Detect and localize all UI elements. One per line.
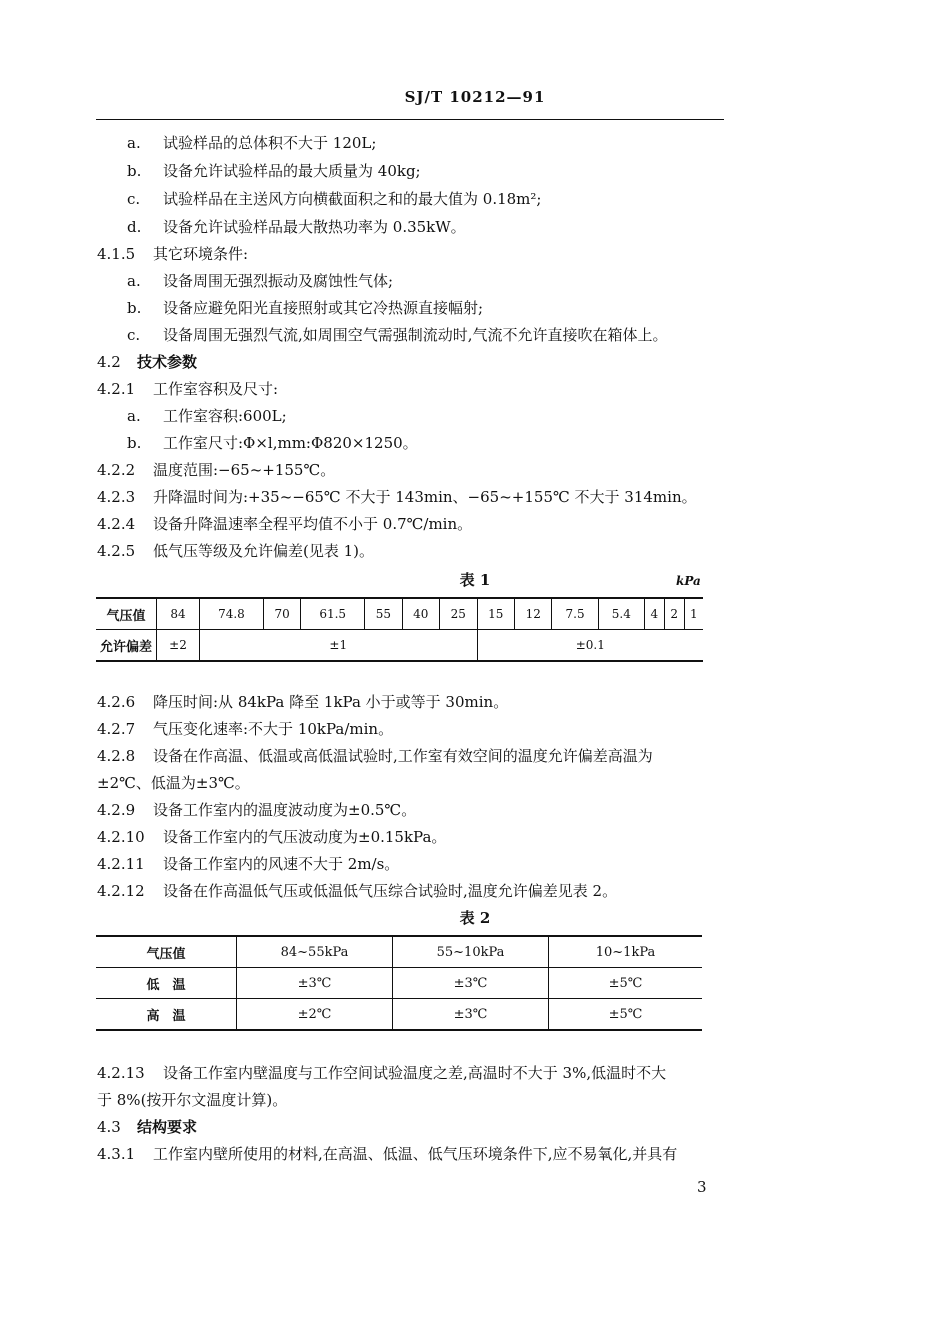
list-text: 工作室尺寸:Φ×l,mm:Φ820×1250。 (163, 434, 418, 452)
list-item (127, 217, 466, 237)
table-cell: ±3℃ (393, 999, 549, 1031)
header-rule (96, 119, 724, 120)
section-number: 4.2.9 (97, 801, 136, 819)
section-text: 低气压等级及允许偏差(见表 1)。 (153, 542, 375, 560)
list-label: b. (127, 162, 142, 180)
list-item (127, 161, 421, 181)
section-text: 设备升降温速率全程平均值不小于 0.7℃/min。 (153, 515, 473, 533)
list-text: 工作室容积:600L; (163, 407, 287, 425)
section-4-2-1 (97, 379, 278, 399)
table-header-cell: 84~55kPa (237, 936, 393, 968)
table-cell: ±2 (157, 630, 200, 662)
list-text: 设备允许试验样品最大散热功率为 0.35kW。 (163, 218, 466, 236)
list-label: c. (127, 326, 141, 344)
page-number: 3 (697, 1178, 707, 1196)
section-4-2-2 (97, 460, 335, 480)
section-number: 4.2.1 (97, 380, 136, 398)
table-cell: 2 (664, 598, 684, 630)
table-2-caption: 表 2 (459, 909, 491, 927)
section-text: 工作室内壁所使用的材料,在高温、低温、低气压环境条件下,应不易氧化,并具有 (153, 1145, 678, 1163)
list-text: 设备应避免阳光直接照射或其它冷热源直接幅射; (163, 299, 484, 317)
table-cell: 55 (365, 598, 402, 630)
section-4-2 (97, 352, 197, 372)
list-label: d. (127, 218, 142, 236)
section-text: 其它环境条件: (153, 245, 249, 263)
list-text: 设备周围无强烈振动及腐蚀性气体; (163, 272, 394, 290)
section-number: 4.3 (97, 1118, 121, 1136)
list-label: a. (127, 134, 141, 152)
list-label: b. (127, 434, 142, 452)
section-4-3 (97, 1117, 197, 1137)
row-label: 气压值 (96, 598, 157, 630)
list-item (127, 325, 668, 345)
section-text: 降压时间:从 84kPa 降至 1kPa 小于或等于 30min。 (153, 693, 509, 711)
section-4-2-8-continued: ±2℃、低温为±3℃。 (97, 774, 250, 792)
list-item (127, 271, 393, 291)
section-4-2-7 (97, 719, 393, 739)
section-text: 设备在作高温、低温或高低温试验时,工作室有效空间的温度允许偏差高温为 (153, 747, 653, 765)
section-4-3-1 (97, 1144, 677, 1164)
table-cell: 84 (157, 598, 200, 630)
section-text: 气压变化速率:不大于 10kPa/min。 (153, 720, 394, 738)
section-4-2-13 (97, 1063, 666, 1083)
table-cell: 1 (684, 598, 703, 630)
section-number: 4.2.10 (97, 828, 145, 846)
section-4-2-8 (97, 746, 653, 766)
table-cell: 70 (263, 598, 300, 630)
table-row (96, 968, 702, 999)
section-heading: 结构要求 (137, 1118, 198, 1136)
table-cell: 12 (514, 598, 551, 630)
section-4-2-12 (97, 881, 617, 901)
table-cell: ±0.1 (477, 630, 703, 662)
table-cell: 61.5 (301, 598, 365, 630)
section-number: 4.2.4 (97, 515, 136, 533)
section-4-2-4 (97, 514, 472, 534)
section-text: 设备工作室内的风速不大于 2m/s。 (163, 855, 400, 873)
row-label: 高 温 (96, 999, 237, 1031)
section-4-2-11 (97, 854, 399, 874)
table-cell: ±2℃ (237, 999, 393, 1031)
list-item (127, 189, 541, 209)
section-number: 4.2.8 (97, 747, 136, 765)
section-text: 设备工作室内的气压波动度为±0.15kPa。 (163, 828, 447, 846)
table-cell: 15 (477, 598, 514, 630)
section-number: 4.2.6 (97, 693, 136, 711)
section-4-2-13-continued: 于 8%(按开尔文温度计算)。 (97, 1091, 288, 1109)
list-item (127, 433, 418, 453)
section-text: 温度范围:−65~+155℃。 (153, 461, 336, 479)
section-number: 4.2.7 (97, 720, 136, 738)
table-cell: ±3℃ (393, 968, 549, 999)
table-row (96, 936, 702, 968)
section-4-1-5 (97, 244, 248, 264)
table-cell: ±5℃ (549, 999, 703, 1031)
table-2 (96, 935, 702, 1031)
table-row (96, 999, 702, 1031)
section-4-2-9 (97, 800, 416, 820)
table-header-cell: 55~10kPa (393, 936, 549, 968)
table-header-cell: 10~1kPa (549, 936, 703, 968)
table-cell: 4 (644, 598, 664, 630)
section-text: 升降温时间为:+35~−65℃ 不大于 143min、−65~+155℃ 不大于 314min。 (153, 488, 697, 506)
table-row (96, 598, 703, 630)
table-1 (96, 597, 703, 662)
section-4-2-6 (97, 692, 508, 712)
section-number: 4.2.11 (97, 855, 145, 873)
section-text: 设备工作室内的温度波动度为±0.5℃。 (153, 801, 417, 819)
section-number: 4.1.5 (97, 245, 136, 263)
list-text: 设备周围无强烈气流,如周围空气需强制流动时,气流不允许直接吹在箱体上。 (163, 326, 668, 344)
table-cell: 25 (440, 598, 477, 630)
section-4-2-10 (97, 827, 446, 847)
list-text: 试验样品在主送风方向横截面积之和的最大值为 0.18m²; (163, 190, 542, 208)
list-text: 设备允许试验样品的最大质量为 40kg; (163, 162, 421, 180)
table-header-cell: 气压值 (96, 936, 237, 968)
table-cell: 74.8 (200, 598, 264, 630)
section-number: 4.3.1 (97, 1145, 136, 1163)
table-cell: 7.5 (552, 598, 598, 630)
row-label: 允许偏差 (96, 630, 157, 662)
section-number: 4.2 (97, 353, 121, 371)
row-label: 低 温 (96, 968, 237, 999)
section-text: 设备工作室内壁温度与工作空间试验温度之差,高温时不大于 3%,低温时不大 (163, 1064, 667, 1082)
table-cell: ±1 (200, 630, 477, 662)
table-1-caption: 表 1 (459, 571, 491, 589)
list-label: a. (127, 407, 141, 425)
section-number: 4.2.2 (97, 461, 136, 479)
table-cell: ±5℃ (549, 968, 703, 999)
section-4-2-5 (97, 541, 374, 561)
section-number: 4.2.13 (97, 1064, 145, 1082)
table-row (96, 630, 703, 662)
list-label: c. (127, 190, 141, 208)
list-label: a. (127, 272, 141, 290)
table-cell: 40 (402, 598, 439, 630)
list-item (127, 406, 287, 426)
section-heading: 技术参数 (137, 353, 198, 371)
section-number: 4.2.12 (97, 882, 145, 900)
table-1-unit: kPa (676, 574, 701, 588)
section-number: 4.2.3 (97, 488, 136, 506)
list-label: b. (127, 299, 142, 317)
list-text: 试验样品的总体积不大于 120L; (163, 134, 377, 152)
list-item (127, 133, 376, 153)
table-cell: 5.4 (598, 598, 644, 630)
section-4-2-3 (97, 487, 697, 507)
list-item (127, 298, 483, 318)
section-text: 设备在作高温低气压或低温低气压综合试验时,温度允许偏差见表 2。 (163, 882, 618, 900)
standard-id-header: SJ/T 10212—91 (404, 88, 546, 106)
section-text: 工作室容积及尺寸: (153, 380, 279, 398)
table-cell: ±3℃ (237, 968, 393, 999)
section-number: 4.2.5 (97, 542, 136, 560)
